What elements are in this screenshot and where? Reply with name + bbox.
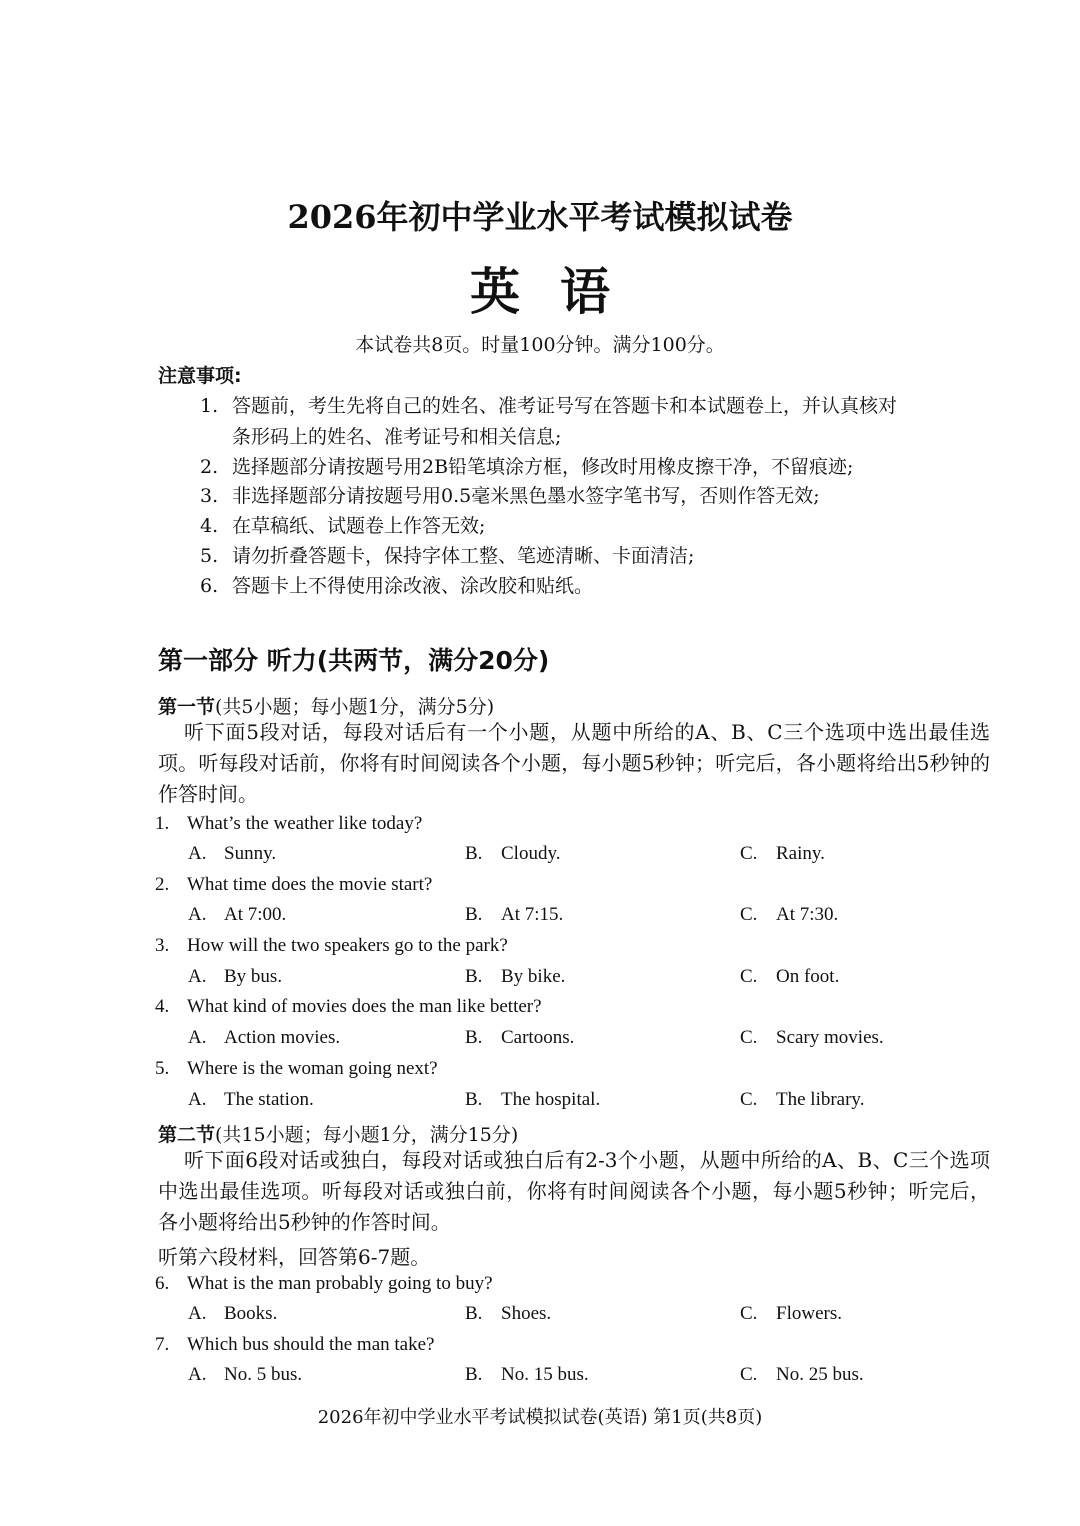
material-instruction: 听第六段材料，回答第6-7题。	[158, 1245, 431, 1269]
notice-text: 非选择题部分请按题号用0.5毫米黑色墨水签字笔书写，否则作答无效;	[232, 485, 820, 507]
option-text: Shoes.	[501, 1303, 552, 1324]
exam-info: 本试卷共8页。时量100分钟。满分100分。	[355, 334, 725, 356]
option-letter: A.	[188, 843, 207, 864]
option-text: Cloudy.	[501, 843, 561, 864]
option-letter: C.	[740, 1303, 758, 1324]
notice-item	[200, 481, 820, 508]
option-text: At 7:15.	[501, 904, 564, 925]
option-a	[188, 1089, 314, 1111]
option-text: By bus.	[224, 966, 283, 987]
option-c	[740, 1089, 864, 1111]
section-label: 第一节	[158, 696, 216, 718]
notice-number: 3.	[200, 485, 219, 507]
option-b	[465, 1027, 574, 1049]
option-text: By bike.	[501, 966, 566, 987]
option-letter: C.	[740, 966, 758, 987]
option-text: Scary movies.	[776, 1027, 884, 1048]
option-letter: A.	[188, 1089, 207, 1110]
option-letter: B.	[465, 1089, 483, 1110]
notice-text-continued: 条形码上的姓名、准考证号和相关信息;	[232, 426, 562, 448]
section-instructions: 听下面5段对话，每段对话后有一个小题，从题中所给的A、B、C三个选项中选出最佳选项。听每段对话前，你将有时间阅读各个小题，每小题5秒钟；听完后，各小题将给出5秒钟的作答时间。	[158, 720, 990, 806]
option-c	[740, 1364, 864, 1386]
question-number: 5.	[155, 1058, 170, 1079]
notice-item	[200, 541, 694, 568]
notice-item	[200, 571, 593, 598]
section-label: 第二节	[158, 1124, 216, 1146]
question	[155, 996, 542, 1018]
notice-heading: 注意事项:	[158, 365, 242, 387]
question	[155, 1058, 438, 1080]
notice-number: 4.	[200, 515, 219, 537]
option-letter: B.	[465, 843, 483, 864]
option-letter: C.	[740, 904, 758, 925]
question-text: How will the two speakers go to the park?	[187, 935, 508, 956]
subject-title: 英语	[470, 262, 650, 321]
part-title: 第一部分 听力(共两节，满分20分)	[158, 646, 550, 675]
question-number: 1.	[155, 813, 170, 834]
notice-text: 答题卡上不得使用涂改液、涂改胶和贴纸。	[232, 575, 594, 597]
option-text: The library.	[776, 1089, 865, 1110]
option-a	[188, 1303, 277, 1325]
option-letter: A.	[188, 1303, 207, 1324]
notice-text: 请勿折叠答题卡，保持字体工整、笔迹清晰、卡面清洁;	[232, 545, 695, 567]
option-text: Sunny.	[224, 843, 277, 864]
option-c	[740, 1027, 884, 1049]
option-letter: C.	[740, 1027, 758, 1048]
question-text: What’s the weather like today?	[187, 813, 423, 834]
option-b	[465, 904, 563, 926]
question	[155, 813, 422, 835]
option-text: Rainy.	[776, 843, 825, 864]
notice-item	[200, 452, 853, 479]
option-letter: B.	[465, 1303, 483, 1324]
notice-text: 答题前，考生先将自己的姓名、准考证号写在答题卡和本试题卷上，并认真核对	[232, 395, 898, 417]
question-number: 3.	[155, 935, 170, 956]
notice-item	[200, 511, 485, 538]
notice-text: 在草稿纸、试题卷上作答无效;	[232, 515, 486, 537]
question	[155, 1273, 493, 1295]
question	[155, 1334, 434, 1356]
option-c	[740, 904, 838, 926]
section-detail: (共5小题；每小题1分，满分5分)	[215, 696, 495, 718]
question-text: What time does the movie start?	[187, 874, 433, 895]
option-b	[465, 843, 560, 865]
exam-title: 2026年初中学业水平考试模拟试卷	[287, 198, 793, 236]
option-text: The hospital.	[501, 1089, 601, 1110]
option-a	[188, 966, 282, 988]
option-text: Books.	[224, 1303, 278, 1324]
option-letter: A.	[188, 966, 207, 987]
section-heading	[158, 1120, 518, 1147]
notice-text: 选择题部分请按题号用2B铅笔填涂方框，修改时用橡皮擦干净，不留痕迹;	[232, 456, 854, 478]
notice-item	[200, 391, 897, 418]
section-detail: (共15小题；每小题1分，满分15分)	[215, 1124, 519, 1146]
option-a	[188, 1364, 302, 1386]
question-number: 7.	[155, 1334, 170, 1355]
section-heading	[158, 692, 494, 719]
option-c	[740, 1303, 842, 1325]
option-letter: B.	[465, 1364, 483, 1385]
option-c	[740, 843, 825, 865]
option-a	[188, 904, 286, 926]
question-text: What is the man probably going to buy?	[187, 1273, 493, 1294]
option-letter: C.	[740, 1089, 758, 1110]
page-footer: 2026年初中学业水平考试模拟试卷(英语) 第1页(共8页)	[317, 1407, 763, 1428]
option-text: Flowers.	[776, 1303, 842, 1324]
option-c	[740, 966, 839, 988]
option-text: Cartoons.	[501, 1027, 575, 1048]
option-text: At 7:30.	[776, 904, 839, 925]
option-b	[465, 1303, 551, 1325]
option-b	[465, 1089, 600, 1111]
question-text: What kind of movies does the man like better?	[187, 996, 542, 1017]
section-instructions: 听下面6段对话或独白，每段对话或独白后有2-3个小题，从题中所给的A、B、C三个选项中选出最佳选项。听每段对话或独白前，你将有时间阅读各个小题，每小题5秒钟；听完后，各小题将给出5秒钟的作答时间。	[158, 1148, 990, 1234]
option-letter: C.	[740, 843, 758, 864]
question-text: Which bus should the man take?	[187, 1334, 435, 1355]
notice-number: 6.	[200, 575, 219, 597]
option-letter: B.	[465, 966, 483, 987]
option-text: Action movies.	[224, 1027, 341, 1048]
notice-number: 2.	[200, 456, 219, 478]
question-number: 2.	[155, 874, 170, 895]
question	[155, 935, 508, 957]
question	[155, 874, 432, 896]
option-letter: B.	[465, 1027, 483, 1048]
option-text: No. 25 bus.	[776, 1364, 864, 1385]
option-b	[465, 966, 565, 988]
question-number: 4.	[155, 996, 170, 1017]
question-number: 6.	[155, 1273, 170, 1294]
notice-number: 1.	[200, 395, 219, 417]
option-a	[188, 843, 276, 865]
option-letter: B.	[465, 904, 483, 925]
notice-number: 5.	[200, 545, 219, 567]
option-text: At 7:00.	[224, 904, 287, 925]
question-text: Where is the woman going next?	[187, 1058, 438, 1079]
option-letter: C.	[740, 1364, 758, 1385]
option-b	[465, 1364, 589, 1386]
option-a	[188, 1027, 340, 1049]
option-text: The station.	[224, 1089, 314, 1110]
option-letter: A.	[188, 904, 207, 925]
option-text: No. 5 bus.	[224, 1364, 303, 1385]
option-letter: A.	[188, 1364, 207, 1385]
option-text: On foot.	[776, 966, 840, 987]
option-text: No. 15 bus.	[501, 1364, 589, 1385]
option-letter: A.	[188, 1027, 207, 1048]
